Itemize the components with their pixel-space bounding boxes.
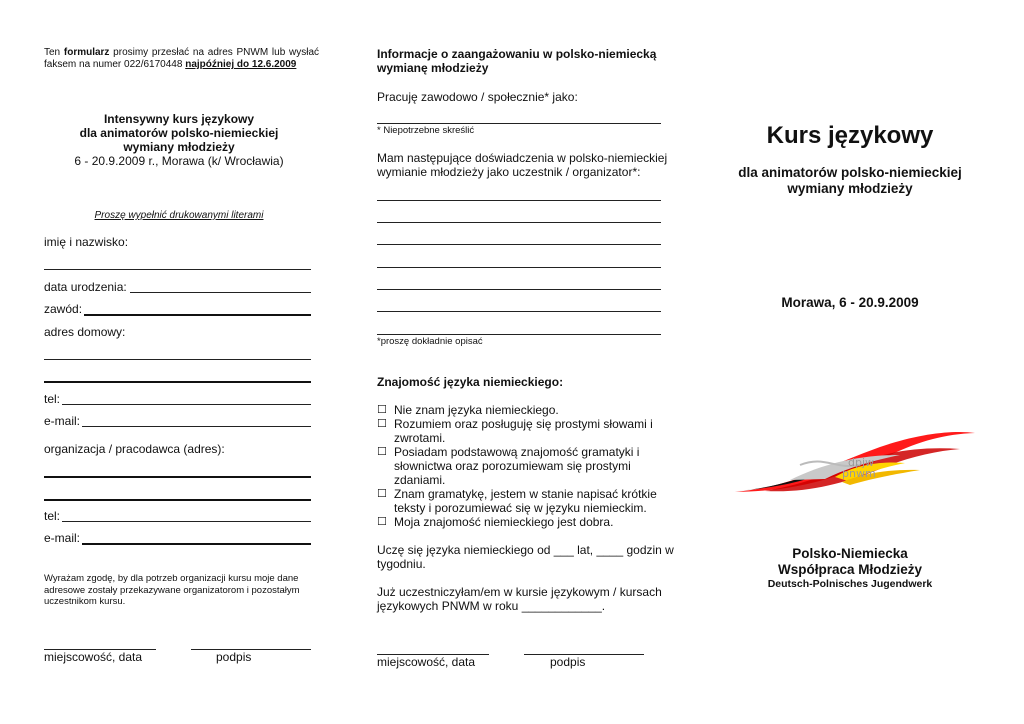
signature-label: podpis [216,650,252,664]
intro-mid: prosimy przesłać na adres PNWM lub wysłać faksem na numer 022/6170448 [44,47,320,70]
consent-text: Wyrażam zgodę, by dla potrzeb organizacji kursu moje dane adresowe zostały przekazywane organizatorom i pozostałym uczestnikom kursu. [44,573,300,607]
checkbox-icon[interactable]: ☐ [377,515,387,528]
experience-field-5[interactable] [377,289,661,290]
email2-field[interactable] [82,543,311,545]
org-line-2: Współpraca Młodzieży [777,562,923,577]
checkbox-icon[interactable]: ☐ [377,487,387,500]
logo-text [842,457,876,479]
german-option-1[interactable] [377,403,677,417]
profession-field[interactable] [84,314,311,316]
signature-label: podpis [550,655,586,669]
intro-prefix: Ten [44,47,64,58]
engagement-title: Informacje o zaangażowaniu w polsko-niemiecką wymianę młodzieży [377,47,657,75]
cover-title: Kurs językowy [766,122,934,149]
logo-text-line-1: dpjw [848,456,875,469]
name-label: imię i nazwisko: [44,235,129,249]
org-field-2[interactable] [44,499,311,501]
experience-label: Mam następujące doświadczenia w polsko-niemieckiej wymianie młodzieży jako uczestnik / organizator*: [377,151,668,179]
german-options [377,403,677,529]
work-label: Pracuję zawodowo / społecznie* jako: [377,90,578,104]
option-label: Znam gramatykę, jestem w stanie napisać krótkie teksty i porozumiewać się w języku niemieckim. [394,487,657,515]
course-dates: 6 - 20.9.2009 r., Morawa (k/ Wrocławia) [74,154,284,168]
submission-instructions [44,47,319,71]
tel-field[interactable] [62,404,311,405]
checkbox-icon[interactable]: ☐ [377,403,387,416]
option-label: Posiadam podstawową znajomość gramatyki i słownictwa oraz porozumiewam się prostymi zdaniami. [394,445,640,487]
pnwm-logo [730,425,980,500]
print-note-text: Proszę wypełnić drukowanymi literami [94,210,264,221]
address-field-1[interactable] [44,359,311,360]
german-option-2[interactable] [377,417,667,445]
experience-field-3[interactable] [377,244,661,245]
cover-subtitle-line-2: wymiany młodzieży [787,181,913,196]
cover-subtitle-line-1: dla animatorów polsko-niemieckiej [738,165,962,180]
german-title: Znajomość języka niemieckiego: [377,375,564,389]
course-info-block [44,112,314,168]
option-label: Nie znam języka niemieckiego. [394,403,559,417]
course-line-2: dla animatorów polsko-niemieckiej [79,126,279,140]
strike-note: * Niepotrzebne skreślić [377,125,475,136]
place-date-label: miejscowość, data [377,655,476,669]
describe-note: *proszę dokładnie opisać [377,336,483,347]
course-line-1: Intensywny kurs językowy [103,112,255,126]
org-label: organizacja / pracodawca (adres): [44,442,225,456]
experience-field-4[interactable] [377,267,661,268]
organization-name [715,546,985,590]
checkbox-icon[interactable]: ☐ [377,445,387,458]
org-line-1: Polsko-Niemiecka [792,546,908,561]
email-field[interactable] [82,426,311,427]
option-label: Rozumiem oraz posługuję się prostymi słowami i zwrotami. [394,417,653,445]
intro-bold: formularz [63,47,110,58]
dob-field[interactable] [130,292,311,293]
previous-course-text: Już uczestniczyłam/em w kursie językowym / kursach językowych PNWM w roku ____________. [377,585,662,613]
work-field[interactable] [377,123,661,124]
checkbox-icon[interactable]: ☐ [377,417,387,430]
email-label: e-mail: [44,414,81,428]
course-line-3: wymiany młodzieży [123,140,235,154]
german-option-4[interactable] [377,487,667,515]
tel-label: tel: [44,392,61,406]
tel2-label: tel: [44,509,61,523]
experience-field-1[interactable] [377,200,661,201]
email2-label: e-mail: [44,531,81,545]
german-option-3[interactable] [377,445,667,487]
study-text: Uczę się języka niemieckiego od ___ lat, ____ godzin w tygodniu. [377,543,674,571]
deadline: najpóźniej do 12.6.2009 [185,59,297,70]
experience-field-2[interactable] [377,222,661,223]
address-label: adres domowy: [44,325,126,339]
org-field-1[interactable] [44,476,311,478]
experience-field-6[interactable] [377,311,661,312]
org-line-3: Deutsch-Polnisches Jugendwerk [767,578,933,590]
name-field[interactable] [44,269,311,270]
address-field-2[interactable] [44,381,311,383]
cover-place-dates: Morawa, 6 - 20.9.2009 [781,295,919,310]
option-label: Moja znajomość niemieckiego jest dobra. [394,515,614,529]
tel2-field[interactable] [62,521,311,522]
cover-subtitle [715,165,985,197]
profession-label: zawód: [44,302,83,316]
place-date-label: miejscowość, data [44,650,143,664]
dob-label: data urodzenia: [44,280,127,294]
experience-field-7[interactable] [377,334,661,335]
logo-text-line-2: pnwm [842,467,876,480]
print-note [44,210,314,222]
german-option-5[interactable] [377,515,677,529]
